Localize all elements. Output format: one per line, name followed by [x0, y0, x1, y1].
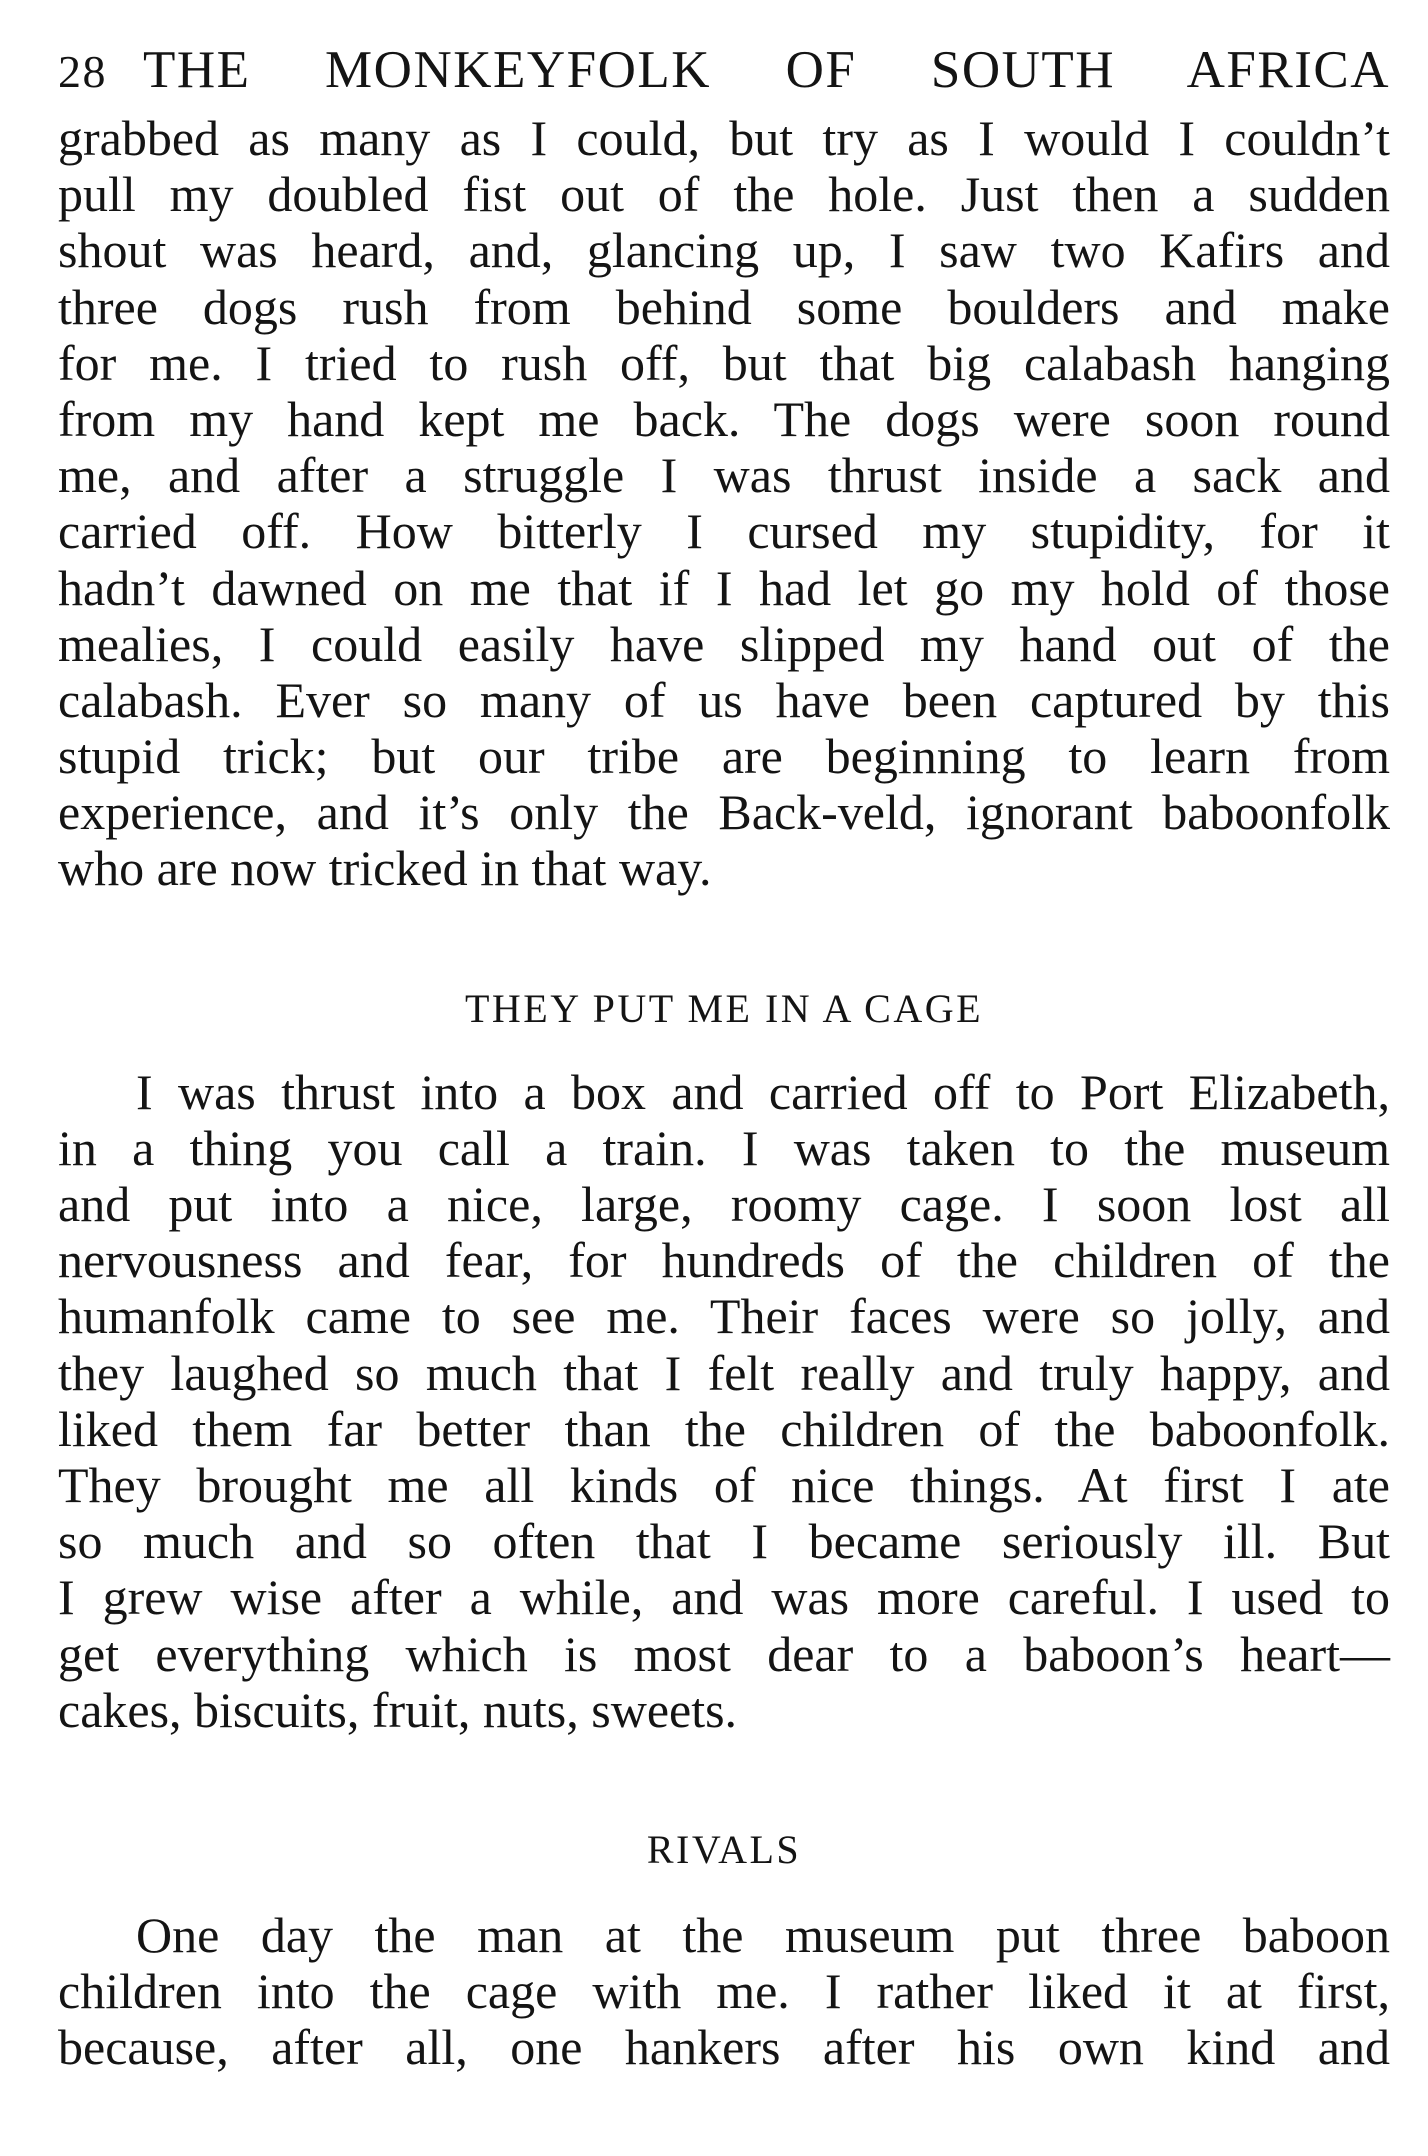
text-line: children into the cage with me. I rather liked it at first, [58, 1963, 1390, 2020]
text-line: for me. I tried to rush off, but that big calabash hanging [58, 334, 1390, 391]
paragraph [58, 110, 1390, 897]
text-line: shout was heard, and, glancing up, I saw two Kafirs and [58, 222, 1390, 279]
text-line: experience, and it’s only the Back-veld, ignorant baboonfolk [58, 784, 1390, 841]
running-head [58, 30, 1390, 110]
text-line: I grew wise after a while, and was more careful. I used to [58, 1569, 1390, 1626]
text-line: One day the man at the museum put three baboon [136, 1906, 1390, 1963]
text-line: in a thing you call a train. I was taken to the museum [58, 1119, 1390, 1176]
text-line: get everything which is most dear to a baboon’s heart— [58, 1625, 1390, 1682]
text-line: calabash. Ever so many of us have been captured by this [58, 671, 1390, 728]
text-line: because, after all, one hankers after his own kind and [58, 2019, 1390, 2076]
text-line: they laughed so much that I felt really and truly happy, and [58, 1344, 1390, 1401]
book-page [58, 30, 1390, 2075]
text-line: carried off. How bitterly I cursed my stupidity, for it [58, 503, 1390, 560]
text-line: stupid trick; but our tribe are beginning to learn from [58, 728, 1390, 785]
text-line: I was thrust into a box and carried off to Port Elizabeth, [136, 1063, 1390, 1120]
text-line: me, and after a struggle I was thrust inside a sack and [58, 447, 1390, 504]
text-line: nervousness and fear, for hundreds of the children of the [58, 1232, 1390, 1289]
text-line: cakes, biscuits, fruit, nuts, sweets. [58, 1681, 738, 1738]
section-heading: RIVALS [646, 1826, 802, 1872]
text-line: They brought me all kinds of nice things. At first I ate [58, 1456, 1390, 1513]
text-line: who are now tricked in that way. [58, 840, 712, 897]
text-line: three dogs rush from behind some boulders and make [58, 278, 1390, 335]
page-number: 28 [58, 46, 107, 97]
text-line: and put into a nice, large, roomy cage. I soon lost all [58, 1176, 1390, 1232]
text-line: from my hand kept me back. The dogs were soon round [58, 390, 1390, 447]
text-line: so much and so often that I became seriously ill. But [58, 1513, 1390, 1570]
text-line: hadn’t dawned on me that if I had let go my hold of those [58, 559, 1390, 616]
paragraph [58, 1907, 1390, 2076]
text-line: mealies, I could easily have slipped my hand out of the [58, 615, 1390, 672]
section-heading: THEY PUT ME IN A CAGE [464, 985, 984, 1031]
text-line: pull my doubled fist out of the hole. Just then a sudden [58, 166, 1390, 223]
paragraph [58, 1064, 1390, 1738]
text-line: grabbed as many as I could, but try as I would I couldn’t [58, 110, 1390, 166]
book-title: THE MONKEYFOLK OF SOUTH AFRICA [143, 41, 1390, 99]
text-line: liked them far better than the children of the baboonfolk. [58, 1400, 1390, 1457]
text-line: humanfolk came to see me. Their faces were so jolly, and [58, 1288, 1390, 1345]
